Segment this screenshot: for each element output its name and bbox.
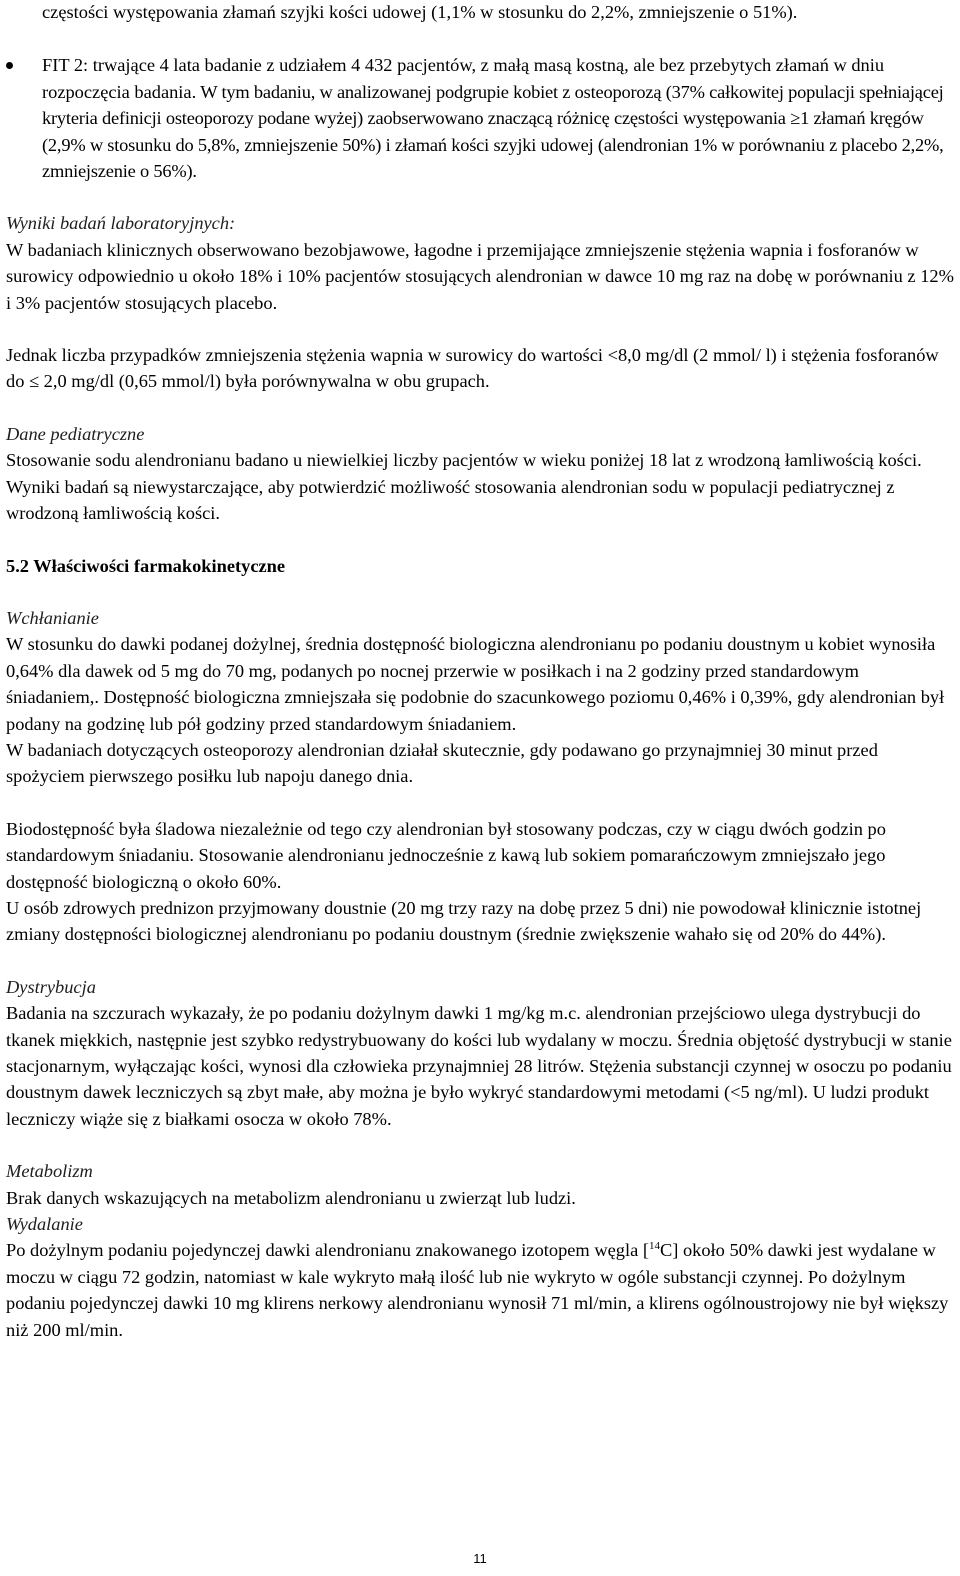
page-number: 11 [473,1551,487,1566]
absorption-section [6,605,956,948]
distribution-paragraph: Badania na szczurach wykazały, że po podaniu dożylnym dawki 1 mg/kg m.c. alendronian przejściowo ulega dystrybucji do tkanek miękkich, następnie jest szybko redystrybuowany do kości lub wydalany w moczu. Średnia objętość dystrybucji w stanie stacjonarnym, wyłączając kości, wynosi dla człowieka przynajmniej 28 litrów. Stężenia substancji czynnej w osoczu po podaniu doustnym dawek leczniczych są zbyt małe, aby można je było wykryć standardowymi metodami (<5 ng/ml). U ludzi produkt leczniczy wiąże się z białkami osocza w około 78%. [6,1003,952,1129]
excretion-paragraph [6,1237,956,1343]
bullet-fit2 [6,52,956,184]
absorption-paragraph-4: U osób zdrowych prednizon przyjmowany doustnie (20 mg trzy razy na dobę przez 5 dni) nie powodował klinicznie istotnej zmiany dostępności biologicznej alendronianu po podaniu doustnym (średnie zwiększenie wahało się od 20% do 44%). [6,897,922,945]
document-page [6,0,956,1343]
section-title-5-2: 5.2 Właściwości farmakokinetyczne [6,555,286,576]
lab-results-heading: Wyniki badań laboratoryjnych: [6,213,236,234]
excretion-text-a: Po dożylnym podaniu pojedynczej dawki alendronianu znakowanego izotopem węgla [ [6,1240,649,1261]
excretion-section [6,1211,956,1343]
continued-paragraph: częstości występowania złamań szyjki kości udowej (1,1% w stosunku do 2,2%, zmniejszenie o 51%). [42,2,798,22]
excretion-heading: Wydalanie [6,1214,83,1235]
bullet-fit2-start: FIT 2: trwające 4 lata badanie z udziałem 4 432 pacjentów, z małą masą kostną, ale bez przebytych złamań w dniu rozpoczęcia badania. [42,55,885,102]
pediatric-section [6,421,956,527]
excretion-text-b: C] około 50% dawki jest wydalane w moczu w ciągu 72 godzin, natomiast w kale wykryto małą ilość lub nie wykryto w ogóle substancji czynnej. Po dożylnym podaniu pojedynczej dawki 10 mg klirens nerkowy alendronianu wynosił 71 ml/min, a klirens ogólnoustrojowy nie był większy niż 200 ml/min. [6,1240,949,1340]
isotope-superscript: 14 [648,1240,660,1253]
absorption-paragraph-3: Biodostępność była śladowa niezależnie od tego czy alendronian był stosowany podczas, czy w ciągu dwóch godzin po standardowym śniadaniu. Stosowanie alendronianu jednocześnie z kawą lub sokiem pomarańczowym zmniejszało jego dostępność biologiczną o około 60%. [6,818,886,892]
pediatric-paragraph: Stosowanie sodu alendronianu badano u niewielkiej liczby pacjentów w wieku poniżej 18 lat z wrodzoną łamliwością kości. Wyniki badań są niewystarczające, aby potwierdzić możliwość stosowania alendronian sodu w populacji pediatrycznej z wrodzoną łamliwością kości. [6,450,922,524]
distribution-section [6,974,956,1132]
bullet-fit2-text [42,52,956,184]
lab-results-paragraph-2: Jednak liczba przypadków zmniejszenia stężenia wapnia w surowicy do wartości <8,0 mg/dl (2 mmol/ l) i stężenia fosforanów do ≤ 2,0 mg/dl (0,65 mmol/l) była porównywalna w obu grupach. [6,345,939,392]
absorption-paragraph-2: W badaniach dotyczących osteoporozy alendronian działał skutecznie, gdy podawano go przynajmniej 30 minut przed spożyciem pierwszego posiłku lub napoju danego dnia. [6,739,878,787]
bullet-dot-icon [6,62,13,69]
lab-results-section [6,210,956,394]
absorption-heading: Wchłanianie [6,607,99,628]
metabolism-heading: Metabolizm [6,1161,93,1182]
lab-results-paragraph-1: W badaniach klinicznych obserwowano bezobjawowe, łagodne i przemijające zmniejszenie stężenia wapnia i fosforanów w surowicy odpowiednio u około 18% i 10% pacjentów stosujących alendronian w dawce 10 mg raz na dobę w porównaniu z 12% i 3% pacjentów stosujących placebo. [6,239,954,313]
metabolism-section [6,1158,956,1211]
pediatric-heading: Dane pediatryczne [6,423,145,444]
distribution-heading: Dystrybucja [6,976,96,997]
bullet-fit2-rest: W tym badaniu, w analizowanej podgrupie kobiet z osteoporozą (37% całkowitej populacji spełniającej kryteria definicji osteoporozy podane wyżej) zaobserwowano znaczącą różnicę częstości występowania ≥1 złamań kręgów (2,9% w stosunku do 5,8%, zmniejszenie 50%) i złamań kości szyjki udowej (alendronian 1% w porównaniu z placebo 2,2%, zmniejszenie o 56%). [42,81,944,182]
absorption-paragraph-1: W stosunku do dawki podanej dożylnej, średnia dostępność biologiczna alendronianu po podaniu doustnym u kobiet wynosiła 0,64% dla dawek od 5 mg do 70 mg, podanych po nocnej przerwie w posiłkach i na 2 godziny przed standardowym śniadaniem,. Dostępność biologiczna zmniejszała się podobnie do szacunkowego poziomu 0,46% i 0,39%, gdy alendronian był podany na godzinę lub pół godziny przed standardowym śniadaniem. [6,634,945,734]
metabolism-paragraph: Brak danych wskazujących na metabolizm alendronianu u zwierząt lub ludzi. [6,1187,576,1208]
